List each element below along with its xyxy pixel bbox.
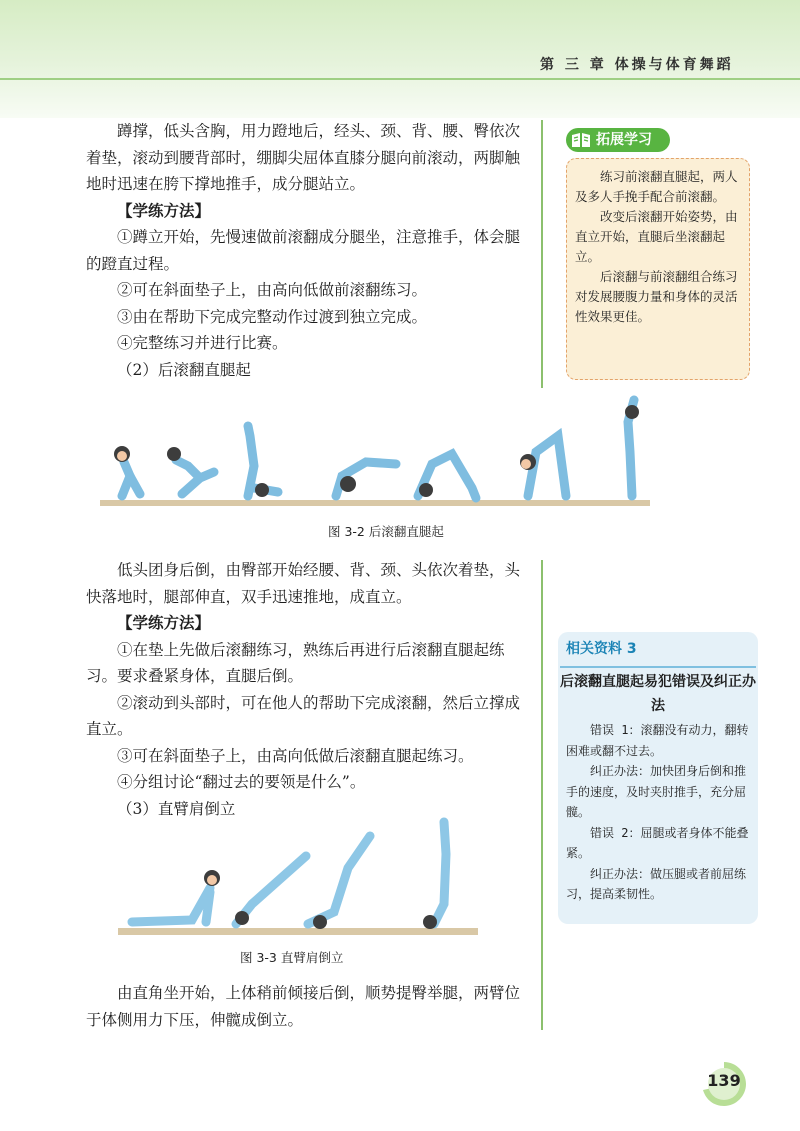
pose-l-sit <box>132 888 210 922</box>
section-forward-roll <box>86 118 528 383</box>
column-rule-bottom <box>541 560 543 1030</box>
subsection-heading: （3）直臂肩倒立 <box>117 799 236 818</box>
expand-paragraph: 改变后滚翻开始姿势，由直立开始，直腿后坐滚翻起立。 <box>575 209 738 264</box>
expand-learning-tag: 拓展学习 <box>566 128 670 152</box>
method-item: ④分组讨论“翻过去的要领是什么”。 <box>117 773 366 791</box>
reference-divider <box>560 666 756 668</box>
paragraph-intro: 蹲撑，低头含胸，用力蹬地后，经头、颈、背、腰、臀依次着垫，滚动到腰背部时，绷脚尖屈体直膝分腿向前滚动，两脚触地时迅速在胯下撑地推手，成分腿站立。 <box>86 122 521 193</box>
reference-paragraph: 纠正办法：做压腿或者前屈练习，提高柔韧性。 <box>566 866 747 901</box>
reference-paragraph: 错误 2：屈腿或者身体不能叠紧。 <box>566 825 749 860</box>
expand-learning-box <box>566 158 750 380</box>
section-backward-roll <box>86 557 528 822</box>
figure-caption: 图 3-3 直臂肩倒立 <box>240 950 344 965</box>
mat <box>118 928 478 935</box>
column-rule-top <box>541 120 543 388</box>
method-item: ②滚动到头部时，可在他人的帮助下完成滚翻，然后立撑成直立。 <box>86 693 521 738</box>
method-item: ③由在帮助下完成完整动作过渡到独立完成。 <box>117 307 428 326</box>
pose-shoulder-stand <box>434 822 446 924</box>
figure-shoulder-stand <box>112 808 482 942</box>
reference-body <box>566 720 752 905</box>
mat <box>100 500 650 506</box>
paragraph-intro: 低头团身后倒，由臀部开始经腰、背、颈、头依次着垫，头快落地时，腿部伸直，双手迅速推地，成直立。 <box>86 561 521 606</box>
header-divider <box>0 78 800 80</box>
method-heading: 【学练方法】 <box>117 200 211 220</box>
reference-title: 后滚翻直腿起易犯错误及纠正办法 <box>560 674 756 714</box>
figure-backward-roll <box>96 392 656 522</box>
expand-paragraph: 练习前滚翻直腿起，两人及多人手挽手配合前滚翻。 <box>575 169 738 204</box>
method-item: ①蹲立开始，先慢速做前滚翻成分腿坐，注意推手，体会腿的蹬直过程。 <box>86 228 521 273</box>
chapter-title: 第 三 章 体操与体育舞蹈 <box>540 57 734 73</box>
reference-paragraph: 纠正办法：加快团身后倒和推手的速度，及时夹肘推手，充分屈髋。 <box>566 764 747 819</box>
page-number: 139 <box>707 1071 741 1090</box>
figure-caption: 图 3-2 后滚翻直腿起 <box>328 524 444 539</box>
reference-tag: 相关资料 3 <box>566 641 637 657</box>
method-item: ②可在斜面垫子上，由高向低做前滚翻练习。 <box>117 281 428 299</box>
pose-legs-rise <box>308 836 370 924</box>
method-item: ③可在斜面垫子上，由高向低做后滚翻直腿起练习。 <box>117 746 474 765</box>
book-icon <box>570 131 592 149</box>
subsection-heading: （2）后滚翻直腿起 <box>117 360 251 379</box>
reference-paragraph: 错误 1：滚翻没有动力，翻转困难或翻不过去。 <box>566 723 749 758</box>
method-item: ④完整练习并进行比赛。 <box>117 334 288 352</box>
paragraph-intro: 由直角坐开始，上体稍前倾接后倒，顺势提臀举腿，两臂位于体侧用力下压，伸髋成倒立。 <box>86 984 521 1029</box>
section-shoulder-stand <box>86 980 528 1033</box>
method-item: ①在垫上先做后滚翻练习，熟练后再进行后滚翻直腿起练习。要求叠紧身体，直腿后倒。 <box>86 640 505 685</box>
expand-paragraph: 后滚翻与前滚翻组合练习对发展腰腹力量和身体的灵活性效果更佳。 <box>575 269 738 324</box>
method-heading: 【学练方法】 <box>117 613 211 632</box>
